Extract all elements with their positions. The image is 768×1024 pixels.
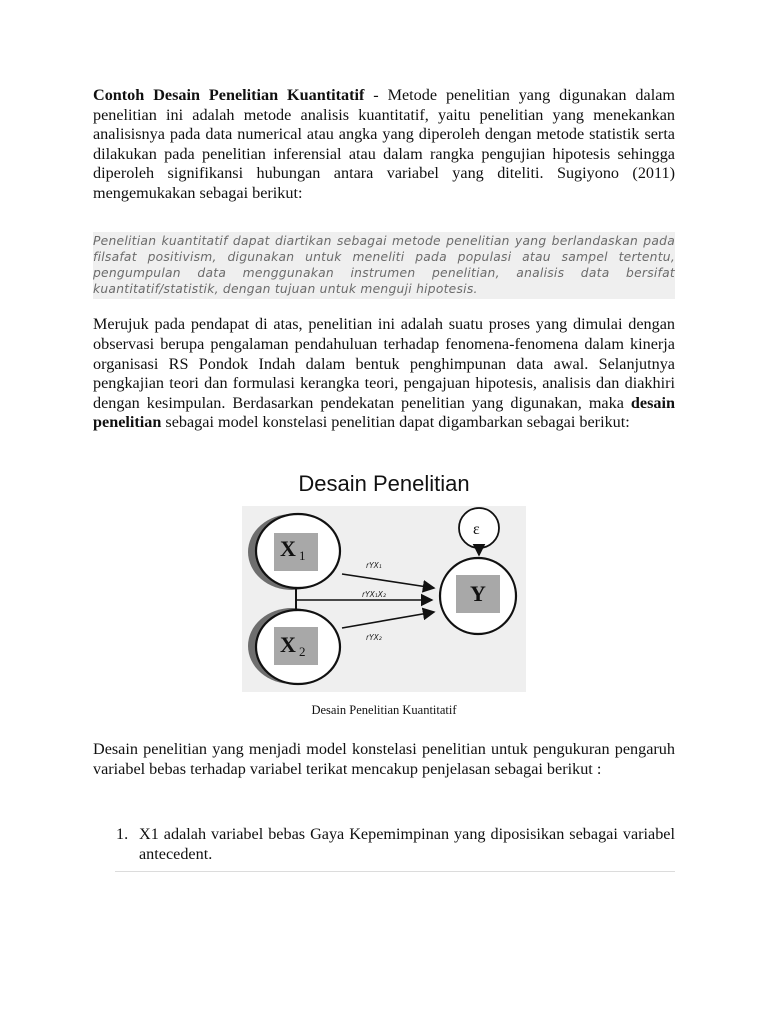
method-text-after: sebagai model konstelasi penelitian dapat digambarkan sebagai berikut: — [161, 413, 630, 432]
diagram-svg — [242, 506, 526, 692]
path-label-x1x2-y: rYX₁X₂ — [362, 589, 386, 599]
node-x2-sub: 2 — [299, 643, 306, 659]
intro-paragraph — [93, 86, 675, 204]
figure-container — [93, 506, 675, 692]
node-x1-sub: 1 — [299, 547, 306, 563]
list-item-text: X1 adalah variabel bebas Gaya Kepemimpinan yang diposisikan sebagai variabel antecedent. — [139, 825, 675, 863]
document-page — [93, 86, 675, 872]
divider — [115, 871, 675, 872]
node-y — [440, 558, 516, 634]
intro-title: Contoh Desain Penelitian Kuantitatif — [93, 86, 365, 104]
method-paragraph — [93, 315, 675, 433]
node-epsilon-label: ε — [473, 520, 480, 538]
method-text-before: Merujuk pada pendapat di atas, penelitian ini adalah suatu proses yang dimulai dengan observasi berupa pengalaman pendahuluan terhadap fenomena-fenomena dalam kinerja organisasi RS Pondok Indah dalam bentuk penghimpunan data awal. Selanjutnya pengkajian teori dan formulasi kerangka teori, pengajuan hipotesis, analisis dan diakhiri dengan kesimpulan. Berdasarkan pendekatan penelitian yang digunakan, maka — [93, 315, 675, 412]
intro-text: - Metode penelitian yang digunakan dalam penelitian ini adalah metode analisis kuantitatif, yaitu penelitian yang menekankan analisisnya pada data numerical atau angka yang diperoleh dengan metode statistik serta dilakukan pada penelitian inferensial atau dalam rangka pengujian hipotesis sehingga diperoleh signifikansi hubungan antara variabel yang diteliti. Sugiyono (2011) mengemukakan sebagai berikut: — [93, 86, 675, 202]
research-design-diagram — [242, 506, 526, 692]
arrow-x1-y — [342, 574, 434, 588]
variable-list — [93, 825, 675, 864]
node-x2 — [248, 608, 340, 684]
explanation-paragraph: Desain penelitian yang menjadi model konstelasi penelitian untuk pengukuran pengaruh variabel bebas terhadap variabel terikat mencakup penjelasan sebagai berikut : — [93, 739, 675, 778]
node-x2-label: X — [280, 631, 296, 657]
quote-block: Penelitian kuantitatif dapat diartikan sebagai metode penelitian yang berlandaskan pada filsafat positivism, digunakan untuk meneliti pada populasi atau sampel tertentu, pengumpulan data menggunakan instrumen penelitian, analisis data bersifat kuantitatif/statistik, dengan tujuan untuk menguji hipotesis. — [93, 232, 675, 300]
node-x1 — [248, 514, 340, 590]
node-y-label: Y — [470, 580, 486, 606]
path-label-x1-y: rYX₁ — [366, 560, 382, 570]
list-item — [93, 825, 675, 864]
method-text-bold: desain penelitian — [93, 393, 675, 432]
node-epsilon — [459, 508, 499, 548]
path-label-x2-y: rYX₂ — [366, 632, 382, 642]
list-item-number: 1. — [116, 825, 129, 844]
figure-caption: Desain Penelitian Kuantitatif — [311, 702, 457, 717]
node-x1-label: X — [280, 535, 296, 561]
arrow-x2-y — [342, 612, 434, 628]
figure-title: Desain Penelitian — [298, 470, 470, 496]
